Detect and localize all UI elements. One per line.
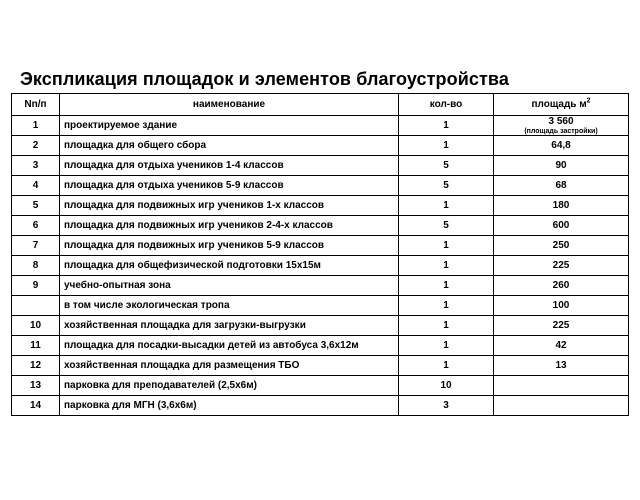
- cell-name: площадка для общего сбора: [60, 136, 399, 156]
- cell-qty: 1: [399, 316, 494, 336]
- header-area-label: площадь м: [531, 99, 587, 110]
- table-row: [12, 136, 629, 156]
- cell-name: хозяйственная площадка для размещения ТБО: [60, 356, 399, 376]
- cell-num: 2: [12, 136, 60, 156]
- cell-num: 8: [12, 256, 60, 276]
- cell-qty: 5: [399, 176, 494, 196]
- cell-area-value: 3 560: [548, 115, 574, 127]
- cell-area: 68: [494, 176, 629, 196]
- cell-name: в том числе экологическая тропа: [60, 296, 399, 316]
- table-header-row: [12, 94, 629, 116]
- cell-num: 3: [12, 156, 60, 176]
- cell-qty: 10: [399, 376, 494, 396]
- cell-area: 64,8: [494, 136, 629, 156]
- cell-name: площадка для отдыха учеников 5-9 классов: [60, 176, 399, 196]
- explication-table: [11, 93, 629, 416]
- cell-name: учебно-опытная зона: [60, 276, 399, 296]
- cell-name: площадка для подвижных игр учеников 2-4-х классов: [60, 216, 399, 236]
- table-row: [12, 176, 629, 196]
- cell-qty: 1: [399, 336, 494, 356]
- table-row: [12, 116, 629, 136]
- cell-qty: 3: [399, 396, 494, 416]
- cell-area: [494, 376, 629, 396]
- cell-num: 5: [12, 196, 60, 216]
- table-row: [12, 196, 629, 216]
- cell-name: проектируемое здание: [60, 116, 399, 136]
- cell-num: [12, 296, 60, 316]
- cell-num: 1: [12, 116, 60, 136]
- cell-num: 9: [12, 276, 60, 296]
- table-row: [12, 156, 629, 176]
- cell-area: 250: [494, 236, 629, 256]
- header-num: Nn/п: [12, 94, 60, 116]
- table-row: [12, 296, 629, 316]
- cell-name: площадка для общефизической подготовки 15х15м: [60, 256, 399, 276]
- header-name: наименование: [60, 94, 399, 116]
- cell-area: 42: [494, 336, 629, 356]
- table-row: [12, 276, 629, 296]
- cell-area: 13: [494, 356, 629, 376]
- cell-qty: 1: [399, 136, 494, 156]
- cell-qty: 1: [399, 276, 494, 296]
- cell-area: 90: [494, 156, 629, 176]
- header-qty: кол-во: [399, 94, 494, 116]
- cell-qty: 1: [399, 116, 494, 136]
- table-row: [12, 236, 629, 256]
- cell-num: 6: [12, 216, 60, 236]
- cell-area: 225: [494, 256, 629, 276]
- cell-area: 225: [494, 316, 629, 336]
- cell-name: парковка для преподавателей (2,5х6м): [60, 376, 399, 396]
- cell-num: 10: [12, 316, 60, 336]
- table-row: [12, 336, 629, 356]
- cell-name: площадка для подвижных игр учеников 5-9 классов: [60, 236, 399, 256]
- cell-qty: 1: [399, 256, 494, 276]
- cell-name: парковка для МГН (3,6х6м): [60, 396, 399, 416]
- header-area: [494, 94, 629, 116]
- cell-qty: 1: [399, 236, 494, 256]
- cell-num: 11: [12, 336, 60, 356]
- cell-name: площадка для посадки-высадки детей из автобуса 3,6х12м: [60, 336, 399, 356]
- table-body: [12, 116, 629, 416]
- cell-qty: 5: [399, 216, 494, 236]
- table-row: [12, 256, 629, 276]
- cell-qty: 1: [399, 296, 494, 316]
- cell-area: [494, 116, 629, 136]
- cell-name: площадка для подвижных игр учеников 1-х классов: [60, 196, 399, 216]
- cell-area: 100: [494, 296, 629, 316]
- cell-num: 7: [12, 236, 60, 256]
- table-row: [12, 376, 629, 396]
- cell-num: 4: [12, 176, 60, 196]
- table-row: [12, 396, 629, 416]
- cell-area: 180: [494, 196, 629, 216]
- cell-qty: 1: [399, 356, 494, 376]
- cell-num: 13: [12, 376, 60, 396]
- page-title: Экспликация площадок и элементов благоустройства: [20, 69, 509, 89]
- cell-name: хозяйственная площадка для загрузки-выгрузки: [60, 316, 399, 336]
- table-row: [12, 316, 629, 336]
- table-row: [12, 216, 629, 236]
- cell-area-note: (площадь застройки): [524, 127, 598, 135]
- header-area-exponent: 2: [586, 97, 591, 105]
- cell-num: 12: [12, 356, 60, 376]
- cell-area: 600: [494, 216, 629, 236]
- table-row: [12, 356, 629, 376]
- cell-qty: 1: [399, 196, 494, 216]
- cell-area: [494, 396, 629, 416]
- cell-qty: 5: [399, 156, 494, 176]
- cell-area: 260: [494, 276, 629, 296]
- cell-num: 14: [12, 396, 60, 416]
- cell-name: площадка для отдыха учеников 1-4 классов: [60, 156, 399, 176]
